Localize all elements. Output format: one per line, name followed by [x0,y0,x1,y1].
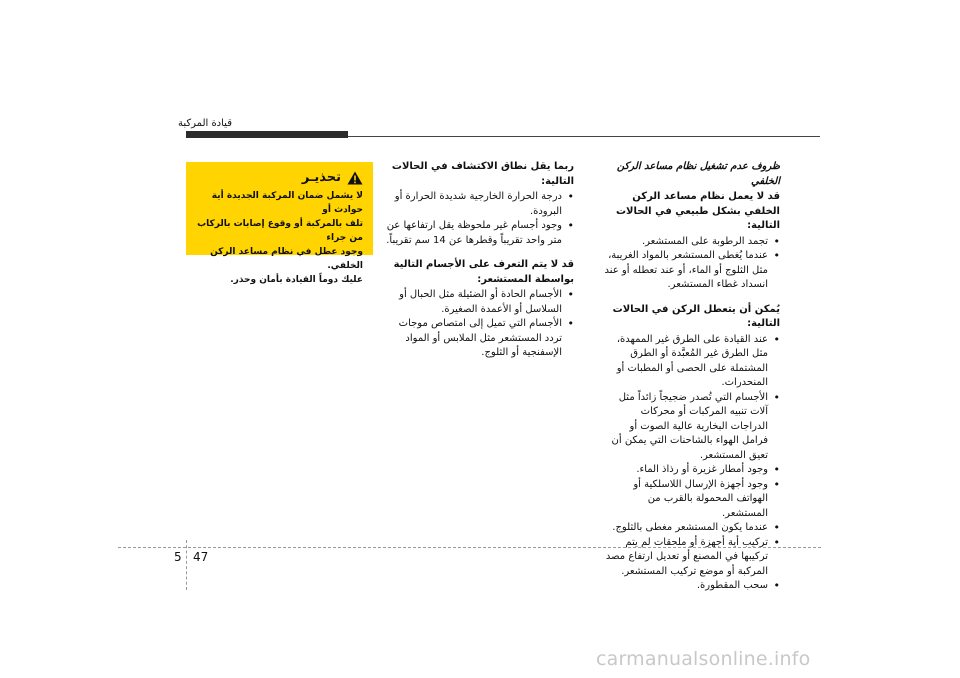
warning-triangle-icon [347,171,363,185]
section-heading: يُمكن أن يتعطل الركن في الحالات التالية: [612,303,780,329]
warning-line: عليك دوماً القيادة بأمان وحذر. [230,275,363,285]
middle-column [382,160,574,371]
header-title: قيادة المركبة [178,118,232,129]
bullet-list [382,288,574,361]
warning-title: تحذيـر [301,170,341,185]
chapter-number: 5 [174,550,182,564]
footer-divider [186,540,187,590]
warning-line: وجود عطل في نظام مساعد الركن الخلفي. [210,247,363,271]
list-item: • الأجسام التي تُصدر ضجيجاً زائداً مثل آلات تنبيه المركبات أو محركات الدراجات البخارية عالية الصوت أو فرامل الهواء بالشاحنات التي يمكن أن تعيق المستشعر. [604,391,780,464]
non-operation-section [604,160,780,293]
list-item: • الأجسام الحادة أو الضئيلة مثل الحبال أو السلاسل أو الأعمدة الصغيرة. [382,288,574,317]
page-number: 47 [193,550,209,564]
footer-rule [118,547,821,548]
list-item: • وجود أجسام غير ملحوظة يقل ارتفاعها عن متر واحد تقريباً وقطرها عن 14 سم تقريباً. [382,219,574,248]
undetected-objects-section [382,258,574,361]
list-item: • تركيب أية أجهزة أو ملحقات لم يتم تركيبها في المصنع أو تعديل ارتفاع مصد المركبة أو موضع تركيب المستشعر. [604,536,780,580]
section-title: ظروف عدم تشغيل نظام مساعد الركن الخلفي [616,161,780,187]
section-heading: قد لا يتم التعرف على الأجسام التالية بواسطة المستشعر: [393,259,574,285]
header-bar [186,131,348,138]
malfunction-section [604,303,780,594]
list-item: • سحب المقطورة. [604,579,780,594]
list-item: • درجة الحرارة الخارجية شديدة الحرارة أو البرودة. [382,190,574,219]
warning-box [186,162,373,285]
list-item: • وجود أجهزة الإرسال اللاسلكية أو الهواتف المحمولة بالقرب من المستشعر. [604,478,780,522]
list-item: • وجود أمطار غزيرة أو رذاذ الماء. [604,463,780,478]
warning-header [196,170,363,185]
header-rule [348,136,820,137]
list-item: • تجمد الرطوبة على المستشعر. [604,235,780,250]
right-column [604,160,780,604]
section-heading: ربما يقل نطاق الاكتشاف في الحالات التالية: [391,161,574,187]
detection-range-section [382,160,574,248]
list-item: • الأجسام التي تميل إلى امتصاص موجات تردد المستشعر مثل الملابس أو المواد الإسفنجية أو الثلوج. [382,317,574,361]
list-item: • عندما يكون المستشعر مغطى بالثلوج. [604,521,780,536]
watermark: carmanualsonline.info [596,648,811,670]
bullet-list [604,333,780,594]
bullet-list [382,190,574,248]
list-item: • عندما يُغطى المستشعر بالمواد الغريبة، مثل الثلوج أو الماء، أو عند تعطله أو عند انسداد غطاء المستشعر. [604,249,780,293]
warning-line: لا يشمل ضمان المركبة الجديدة أية حوادث أو [211,191,363,215]
section-heading: قد لا يعمل نظام مساعد الركن الخلفي بشكل طبيعي في الحالات التالية: [615,191,780,231]
warning-line: تلف بالمركبة أو وقوع إصابات بالركاب من جراء [197,219,363,243]
bullet-list [604,235,780,293]
warning-body [196,189,363,287]
list-item: • عند القيادة على الطرق غير الممهدة، مثل الطرق غير المُعبَّدة أو الطرق المشتملة على الحصى أو المطبات أو المنحدرات. [604,333,780,391]
